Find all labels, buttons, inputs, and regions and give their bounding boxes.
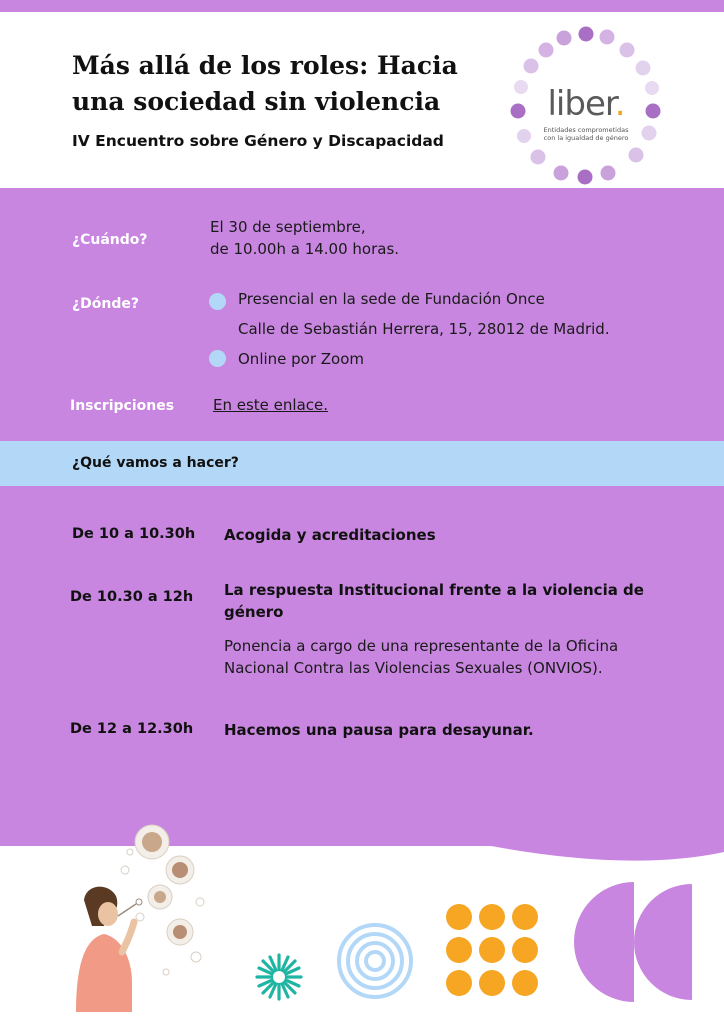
- header: [0, 12, 724, 188]
- program-activity-3: Hacemos una pausa para desayunar.: [224, 721, 534, 739]
- top-color-strip: [0, 0, 724, 12]
- orange-dot-grid-icon: [444, 902, 544, 1002]
- registration-label: Inscripciones: [70, 398, 175, 414]
- when-value: [210, 216, 399, 260]
- logo-tagline: [526, 126, 646, 142]
- logo-tagline-line-1: Entidades comprometidas: [543, 126, 629, 134]
- event-info-section: [0, 188, 724, 441]
- program-description-2: [224, 635, 664, 679]
- program-time-1: De 10 a 10.30h: [72, 526, 196, 542]
- program-heading: ¿Qué vamos a hacer?: [72, 455, 239, 471]
- bubble-girl-illustration: [70, 822, 220, 1012]
- liber-logo: [506, 26, 666, 186]
- program-activity-2-line-2: género: [224, 603, 284, 621]
- bullet-presencial-icon: [209, 293, 226, 310]
- logo-word-text: liber: [547, 84, 615, 124]
- where-address: Calle de Sebastián Herrera, 15, 28012 de Madrid.: [238, 320, 610, 338]
- program-description-2-line-1: Ponencia a cargo de una representante de la Oficina: [224, 637, 619, 655]
- bullet-online-icon: [209, 350, 226, 367]
- when-date: El 30 de septiembre,: [210, 218, 366, 236]
- title-line-1: Más allá de los roles: Hacia: [72, 51, 458, 80]
- program-description-2-line-2: Nacional Contra las Violencias Sexuales (ONVIOS).: [224, 659, 603, 677]
- logo-word-dot: .: [614, 84, 625, 124]
- page-subtitle: IV Encuentro sobre Género y Discapacidad: [72, 132, 444, 150]
- teal-starburst-icon: [254, 952, 304, 1002]
- page-title: [72, 48, 502, 120]
- logo-tagline-line-2: con la igualdad de género: [543, 134, 629, 142]
- program-time-2: De 10.30 a 12h: [70, 589, 194, 605]
- where-presencial: Presencial en la sede de Fundación Once: [238, 290, 545, 308]
- logo-wordmark: [506, 84, 666, 124]
- concentric-circles-icon: [336, 922, 414, 1000]
- registration-link[interactable]: En este enlace.: [213, 396, 329, 414]
- program-activity-1: Acogida y acreditaciones: [224, 526, 436, 544]
- when-hours: de 10.00h a 14.00 horas.: [210, 240, 400, 258]
- program-activity-2-line-1: La respuesta Institucional frente a la violencia de: [224, 581, 644, 599]
- where-online: Online por Zoom: [238, 350, 365, 368]
- program-heading-band: [0, 441, 724, 486]
- program-time-3: De 12 a 12.30h: [70, 721, 194, 737]
- where-label: ¿Dónde?: [72, 296, 139, 312]
- title-line-2: una sociedad sin violencia: [72, 87, 441, 116]
- when-label: ¿Cuándo?: [72, 232, 148, 248]
- program-activity-2: [224, 579, 664, 623]
- purple-half-circles-icon: [574, 882, 694, 1002]
